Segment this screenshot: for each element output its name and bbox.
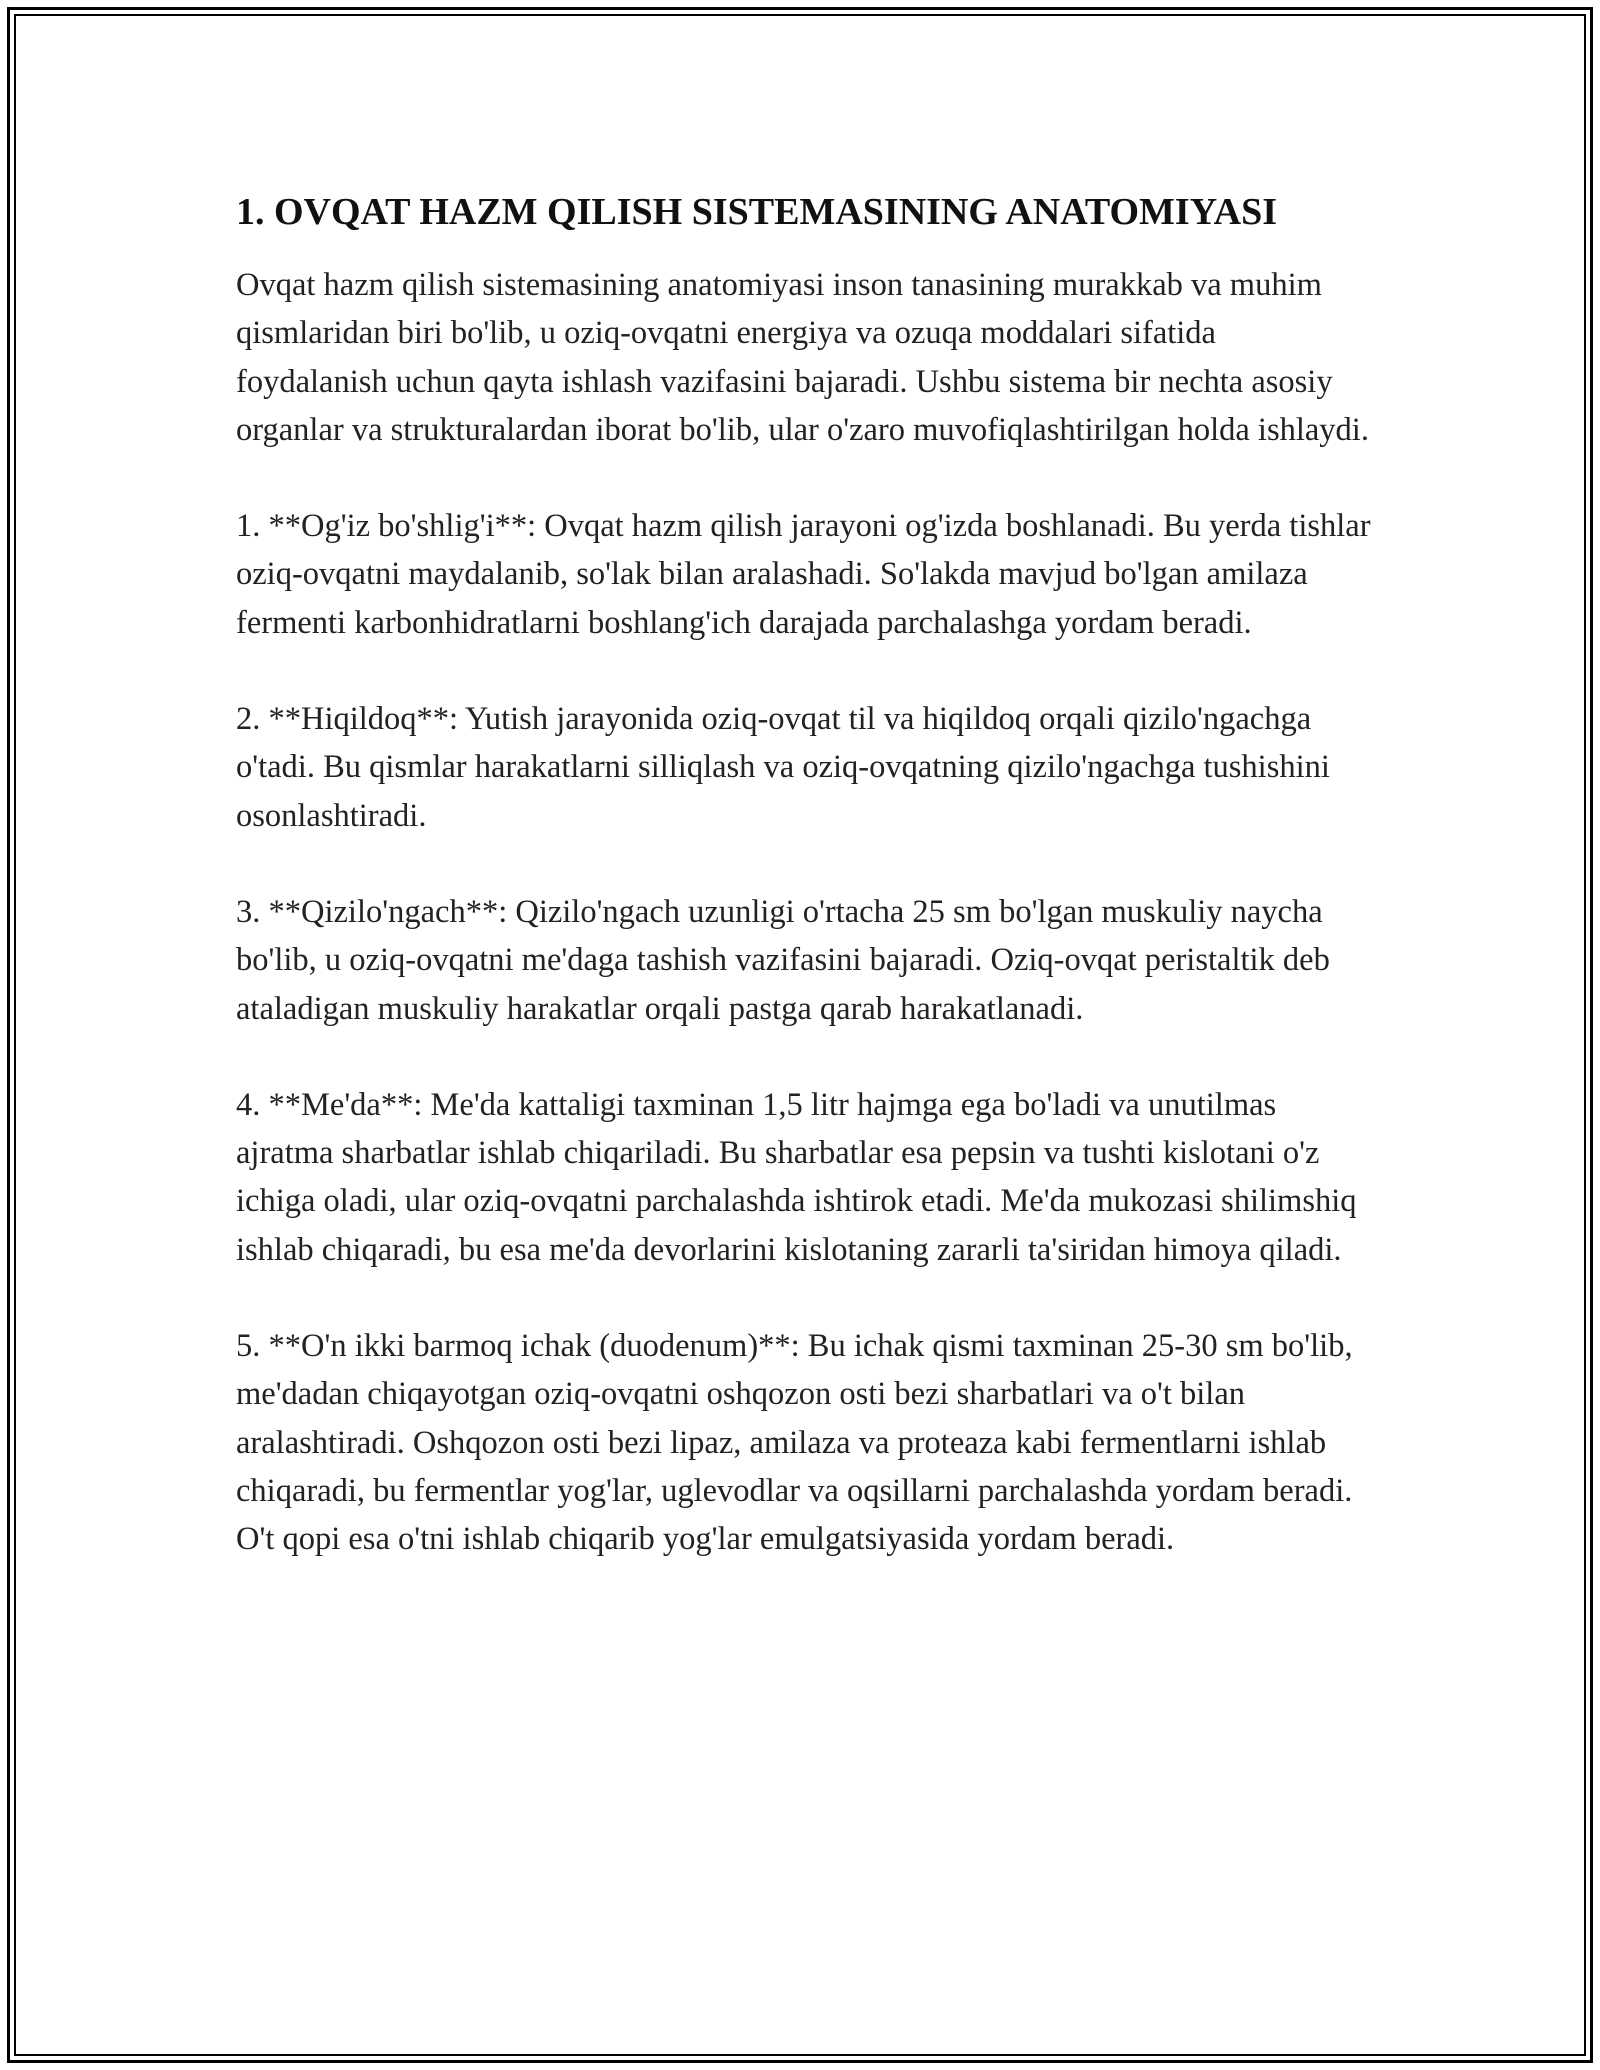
document-body: [236, 185, 1371, 1612]
paragraph-esophagus: 3. **Qizilo'ngach**: Qizilo'ngach uzunligi o'rtacha 25 sm bo'lgan muskuliy naycha bo'lib, u oziq-ovqatni me'daga tashish vazifasini bajaradi. Oziq-ovqat peristaltik deb ataladigan muskuliy harakatlar orqali pastga qarab harakatlanadi.: [236, 893, 1330, 1027]
document-title: 1. OVQAT HAZM QILISH SISTEMASINING ANATOMIYASI: [236, 191, 1278, 233]
paragraph-stomach: 4. **Me'da**: Me'da kattaligi taxminan 1,5 litr hajmga ega bo'ladi va unutilmas ajratma sharbatlar ishlab chiqariladi. Bu sharbatlar esa pepsin va tushti kislotani o'z ichiga oladi, ular oziq-ovqatni parchalashda ishtirok etadi. Me'da mukozasi shilimshiq ishlab chiqaradi, bu esa me'da devorlarini kislotaning zararli ta'siridan himoya qiladi.: [236, 1086, 1357, 1268]
intro-paragraph: Ovqat hazm qilish sistemasining anatomiyasi inson tanasining murakkab va muhim qismlaridan biri bo'lib, u oziq-ovqatni energiya va ozuqa moddalari sifatida foydalanish uchun qayta ishlash vazifasini bajaradi. Ushbu sistema bir nechta asosiy organlar va strukturalardan iborat bo'lib, ular o'zaro muvofiqlashtirilgan holda ishlaydi.: [236, 267, 1369, 448]
paragraph-larynx: 2. **Hiqildoq**: Yutish jarayonida oziq-ovqat til va hiqildoq orqali qizilo'ngachga o'tadi. Bu qismlar harakatlarni silliqlash va oziq-ovqatning qizilo'ngachga tushishini osonlashtiradi.: [236, 701, 1330, 834]
paragraph-duodenum: 5. **O'n ikki barmoq ichak (duodenum)**: Bu ichak qismi taxminan 25-30 sm bo'lib, me'dadan chiqayotgan oziq-ovqatni oshqozon osti bezi sharbatlari va o't bilan aralashtiradi. Oshqozon osti bezi lipaz, amilaza va proteaza kabi fermentlarni ishlab chiqaradi, bu fermentlar yog'lar, uglevodlar va oqsillarni parchalashda yordam beradi. O't qopi esa o'tni ishlab chiqarib yog'lar emulgatsiyasida yordam beradi.: [236, 1328, 1353, 1558]
paragraph-oral-cavity: 1. **Og'iz bo'shlig'i**: Ovqat hazm qilish jarayoni og'izda boshlanadi. Bu yerda tishlar oziq-ovqatni maydalanib, so'lak bilan aralashadi. So'lakda mavjud bo'lgan amilaza fermenti karbonhidratlarni boshlang'ich darajada parchalashga yordam beradi.: [236, 508, 1371, 641]
